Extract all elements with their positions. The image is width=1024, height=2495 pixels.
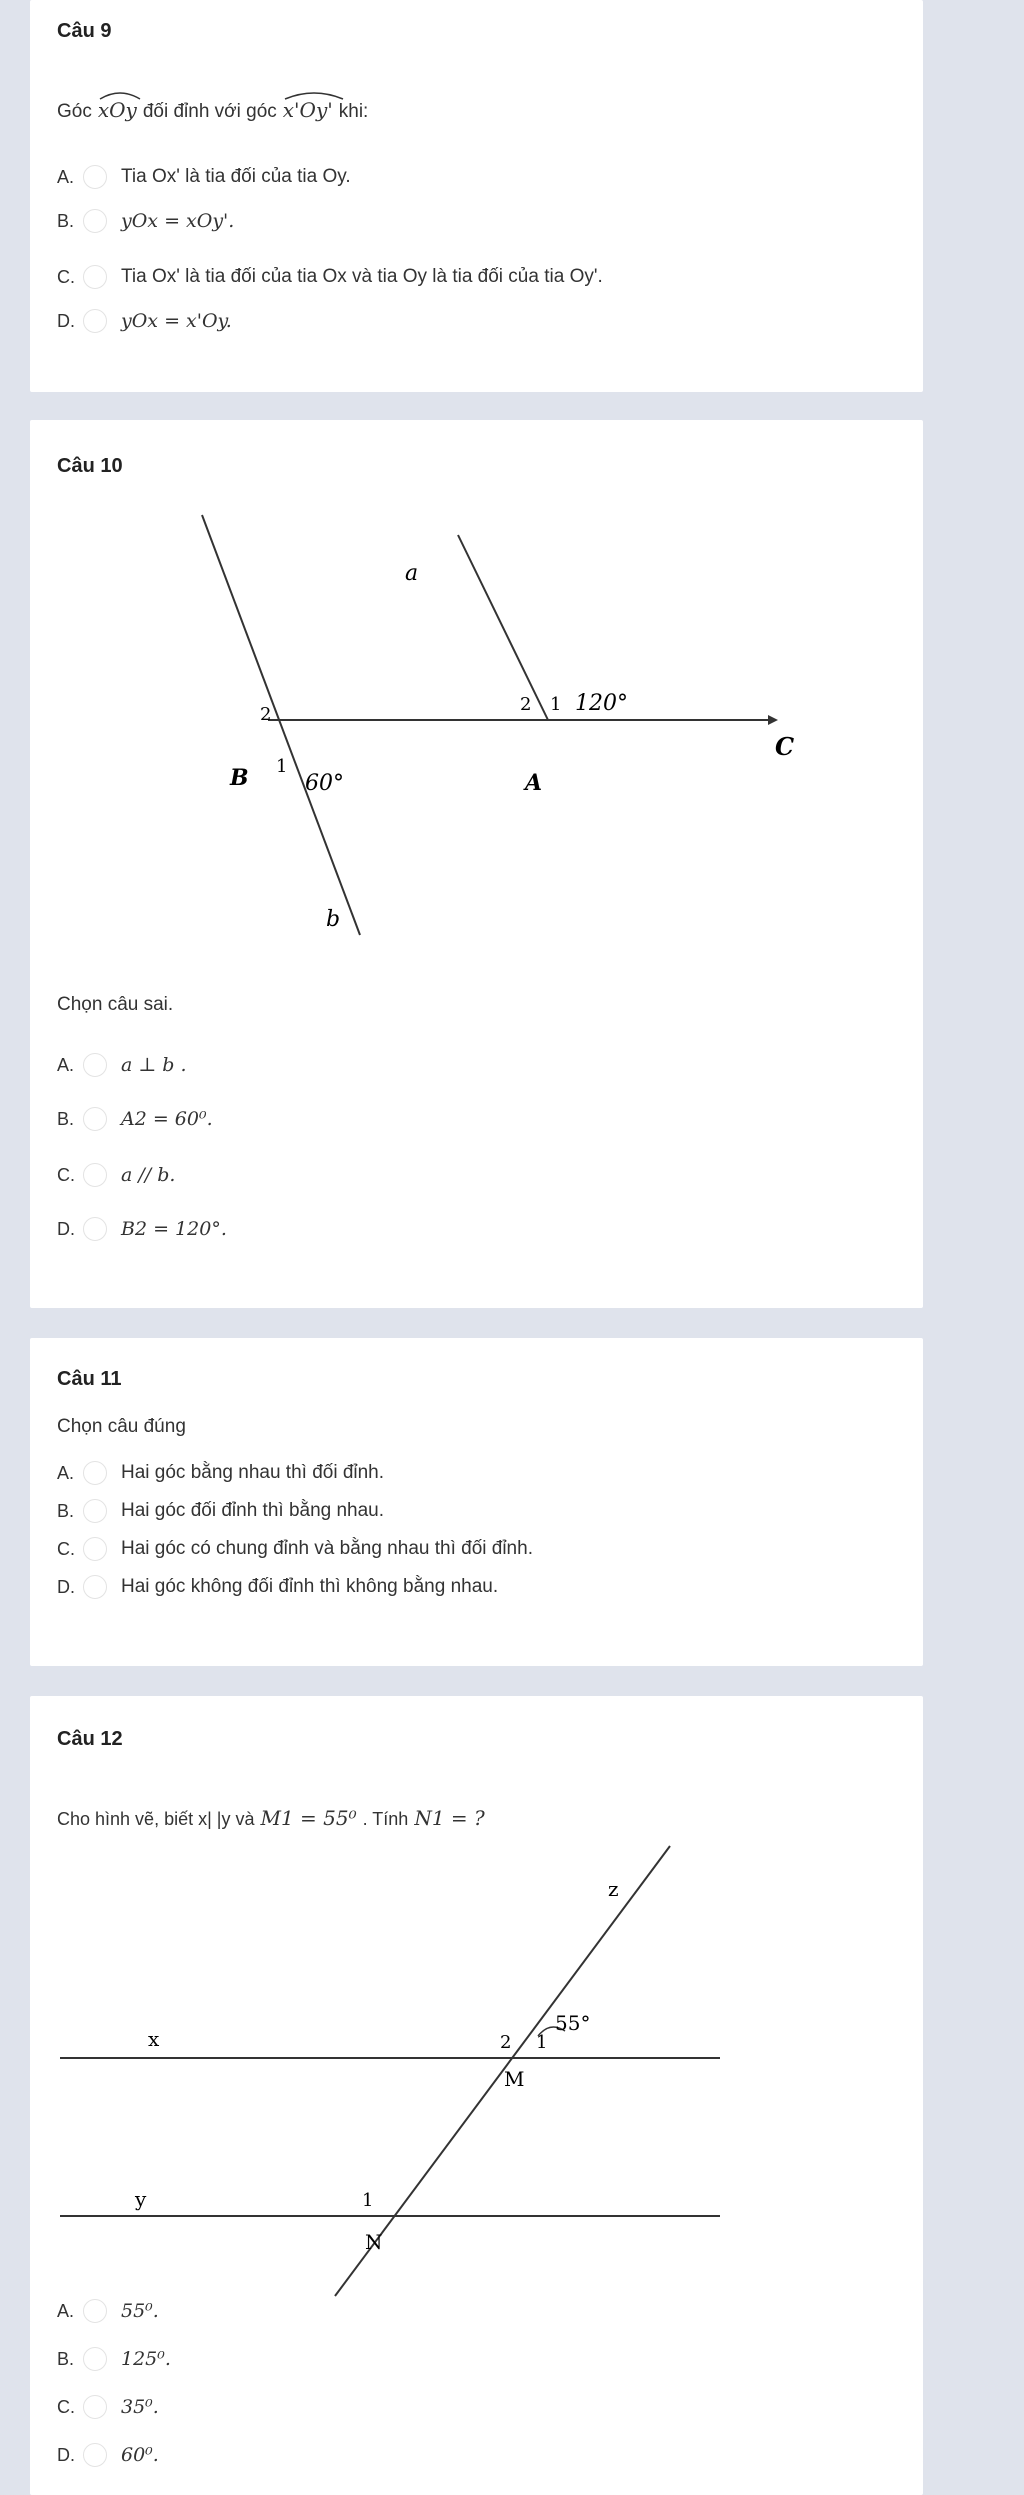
angle-M1: M1 = 55⁰ bbox=[260, 1806, 357, 1830]
option-b[interactable]: B. yOx = xOy'. bbox=[57, 210, 235, 232]
label-b: b bbox=[326, 907, 341, 932]
option-d[interactable]: D. B2 = 120°. bbox=[57, 1218, 227, 1240]
label-angle-120: 120° bbox=[575, 691, 628, 716]
radio-button[interactable] bbox=[83, 1575, 107, 1599]
stem-mid: đối đỉnh với góc bbox=[142, 101, 277, 122]
option-b[interactable]: B. Hai góc đối đỉnh thì bằng nhau. bbox=[57, 1500, 385, 1521]
radio-button[interactable] bbox=[83, 265, 107, 289]
label-B: B bbox=[230, 765, 249, 791]
label-a: a bbox=[405, 561, 419, 586]
question-prompt: Chọn câu sai. bbox=[57, 994, 174, 1015]
option-d[interactable]: D. yOx = x'Oy. bbox=[57, 310, 232, 332]
option-c[interactable]: C. a // b. bbox=[57, 1164, 176, 1186]
radio-button[interactable] bbox=[83, 1107, 107, 1131]
angle-N1: N1 = ? bbox=[414, 1806, 485, 1830]
radio-button[interactable] bbox=[83, 1499, 107, 1523]
figure-parallel-lines bbox=[30, 420, 923, 980]
radio-button[interactable] bbox=[83, 1461, 107, 1485]
question-prompt: Chọn câu đúng bbox=[57, 1416, 186, 1437]
radio-button[interactable] bbox=[83, 2299, 107, 2323]
option-a[interactable]: A. a ⊥ b . bbox=[57, 1054, 187, 1076]
line-a bbox=[458, 535, 548, 720]
label-M-angle-2: 2 bbox=[500, 2032, 512, 2053]
radio-button[interactable] bbox=[83, 309, 107, 333]
label-B-angle-1: 1 bbox=[276, 756, 288, 777]
question-card-9 bbox=[30, 0, 923, 392]
label-M: M bbox=[504, 2067, 525, 2091]
radio-button[interactable] bbox=[83, 165, 107, 189]
radio-button[interactable] bbox=[83, 1217, 107, 1241]
radio-button[interactable] bbox=[83, 2395, 107, 2419]
option-c[interactable]: C. Hai góc có chung đỉnh và bằng nhau thì đối đỉnh. bbox=[57, 1538, 533, 1559]
radio-button[interactable] bbox=[83, 1163, 107, 1187]
stem-prefix: Cho hình vẽ, biết x| |y và bbox=[57, 1809, 255, 1829]
angle-hat-icon bbox=[98, 90, 142, 100]
label-A: A bbox=[525, 770, 543, 796]
radio-button[interactable] bbox=[83, 2347, 107, 2371]
arrow-icon bbox=[768, 715, 778, 725]
figure-transversal bbox=[30, 1696, 923, 2316]
stem-prefix: Góc bbox=[57, 101, 92, 122]
label-A-angle-2: 2 bbox=[520, 694, 532, 715]
label-y: y bbox=[135, 2187, 147, 2211]
stem-mid: . Tính bbox=[362, 1809, 409, 1829]
option-a[interactable]: A. 55⁰. bbox=[57, 2300, 159, 2322]
line-z bbox=[335, 1846, 670, 2296]
question-title: Câu 12 bbox=[57, 1728, 123, 1750]
label-C: C bbox=[775, 732, 795, 761]
radio-button[interactable] bbox=[83, 209, 107, 233]
option-c[interactable]: C. 35⁰. bbox=[57, 2396, 159, 2418]
radio-button[interactable] bbox=[83, 1053, 107, 1077]
option-a[interactable]: A. Hai góc bằng nhau thì đối đỉnh. bbox=[57, 1462, 385, 1483]
angle-x1Oy1: x'Oy' bbox=[283, 98, 333, 122]
question-stem bbox=[57, 98, 368, 123]
label-z: z bbox=[608, 1877, 619, 1901]
question-title: Câu 9 bbox=[57, 20, 112, 42]
question-card-10 bbox=[30, 420, 923, 1308]
stem-suffix: khi: bbox=[338, 101, 369, 122]
option-a[interactable]: A. Tia Ox' là tia đối của tia Oy. bbox=[57, 166, 351, 187]
option-b[interactable]: B. 125⁰. bbox=[57, 2348, 171, 2370]
angle-hat-icon bbox=[283, 90, 345, 100]
question-title: Câu 11 bbox=[57, 1368, 122, 1390]
option-b[interactable]: B. A2 = 60⁰. bbox=[57, 1108, 213, 1130]
option-c[interactable]: C. Tia Ox' là tia đối của tia Ox và tia Oy là tia đối của tia Oy'. bbox=[57, 266, 603, 287]
label-angle-55: 55° bbox=[555, 2011, 591, 2035]
label-A-angle-1: 1 bbox=[550, 694, 562, 715]
line-b bbox=[202, 515, 360, 935]
label-N-angle-1: 1 bbox=[362, 2190, 374, 2211]
option-d[interactable]: D. 60⁰. bbox=[57, 2444, 159, 2466]
option-d[interactable]: D. Hai góc không đối đỉnh thì không bằng nhau. bbox=[57, 1576, 499, 1597]
radio-button[interactable] bbox=[83, 2443, 107, 2467]
label-B-angle-2: 2 bbox=[260, 704, 272, 725]
label-M-angle-1: 1 bbox=[536, 2032, 548, 2053]
radio-button[interactable] bbox=[83, 1537, 107, 1561]
label-x: x bbox=[148, 2027, 160, 2051]
question-card-11 bbox=[30, 1338, 923, 1666]
question-card-12 bbox=[30, 1696, 923, 2495]
label-N: N bbox=[365, 2230, 383, 2254]
question-title: Câu 10 bbox=[57, 455, 123, 477]
angle-xOy: xOy bbox=[98, 98, 137, 122]
label-angle-60: 60° bbox=[305, 771, 344, 796]
